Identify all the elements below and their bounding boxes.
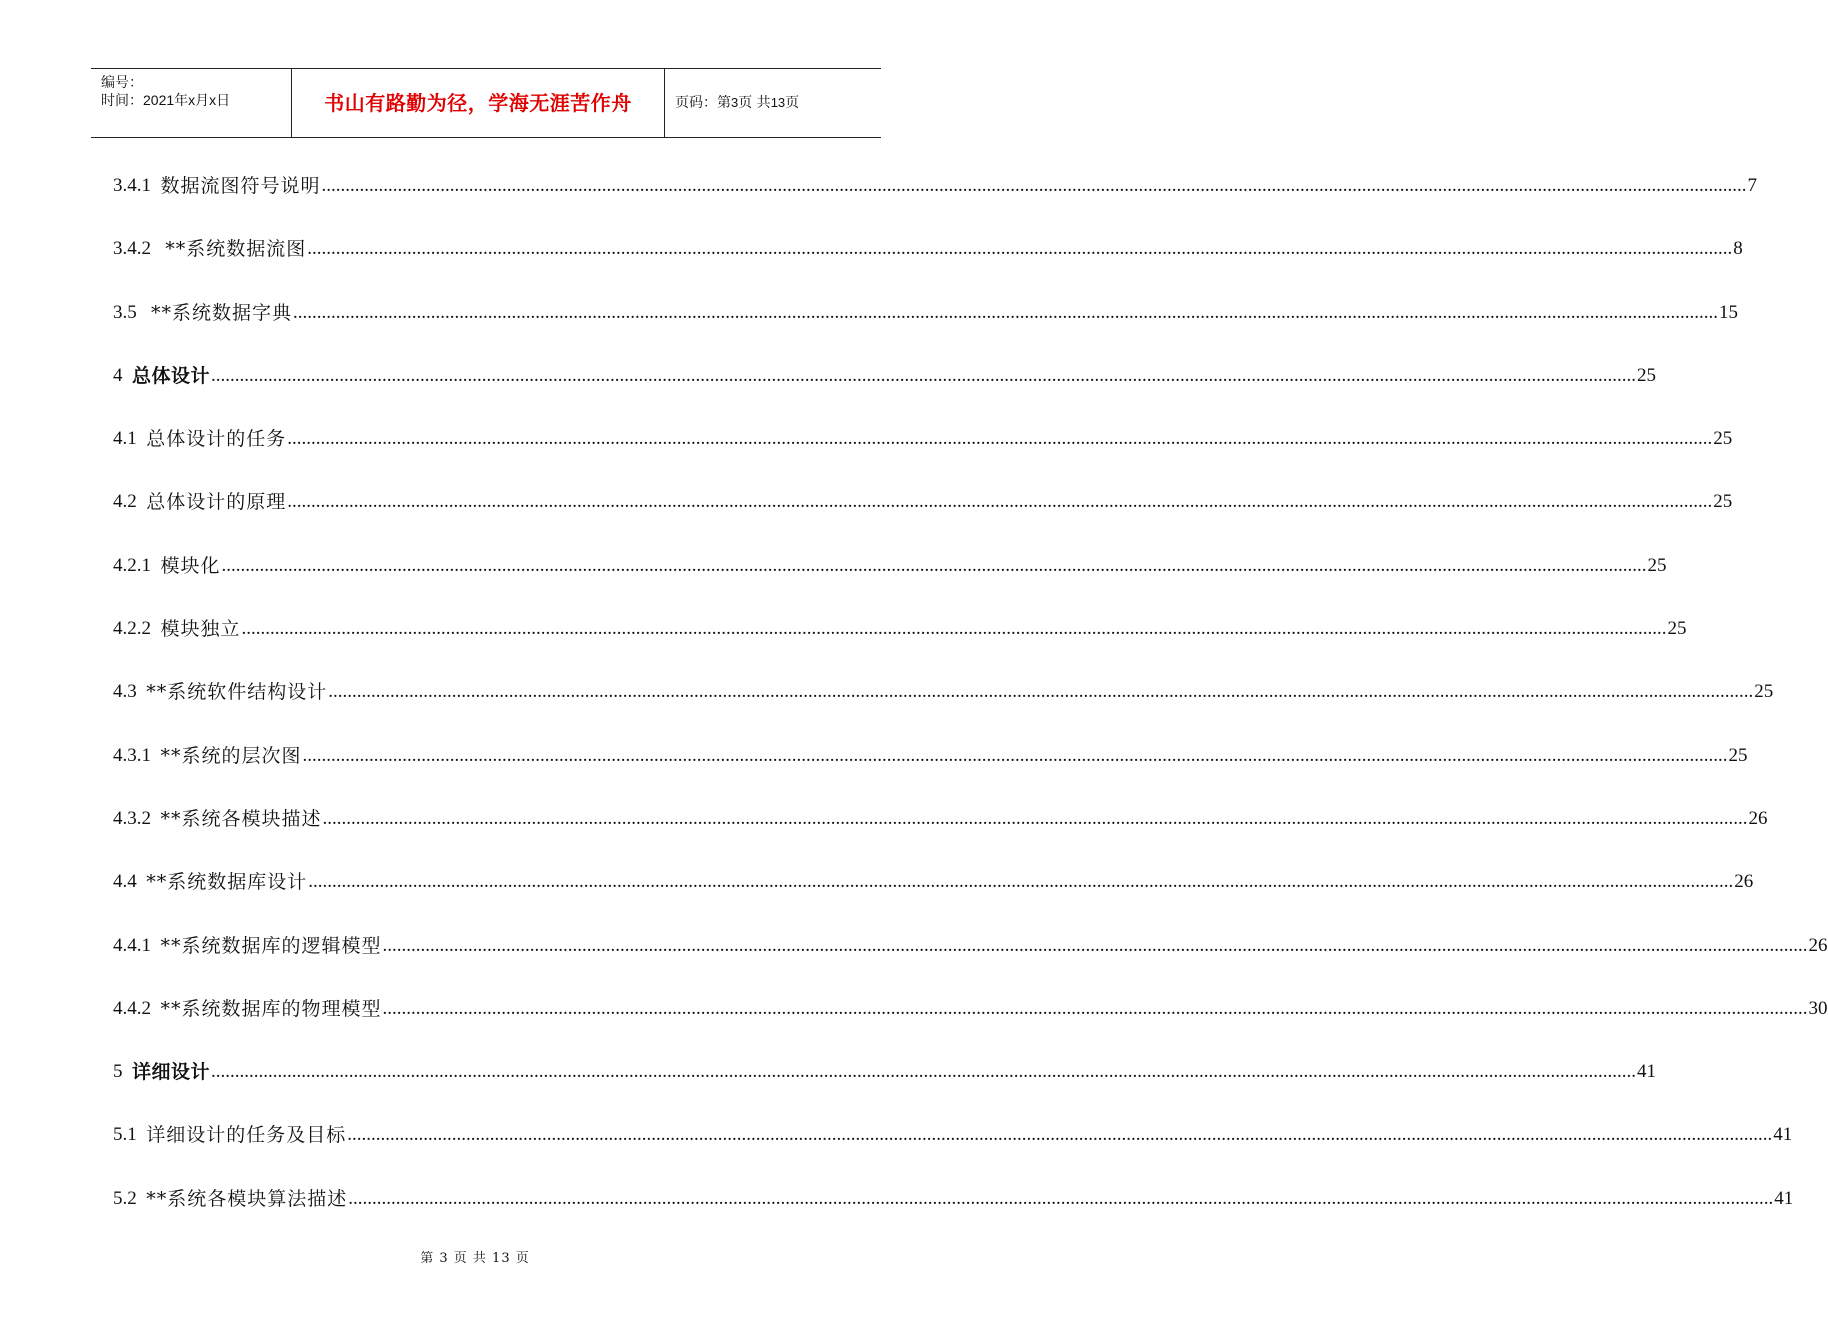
toc-entry[interactable] (113, 1181, 1794, 1244)
toc-entry-title: **系统数据库的逻辑模型 (160, 934, 382, 957)
toc-entry[interactable] (113, 1054, 1657, 1117)
toc-leader-dots: ............................................................................................................................................................................................................................................................................................................ (382, 934, 1808, 956)
toc-entry-number: 5.1 (113, 1124, 147, 1146)
toc-entry[interactable] (113, 168, 1758, 231)
toc-entry[interactable] (113, 548, 1667, 611)
document-time-label: 时间：2021年x月x日 (101, 92, 231, 108)
header-motto: 书山有路勤为径，学海无涯苦作舟 (292, 69, 665, 137)
table-of-contents (113, 168, 1828, 1244)
toc-entry[interactable] (113, 864, 1754, 927)
toc-entry-page: 7 (1747, 175, 1758, 196)
toc-entry-number: 4.4.2 (113, 997, 161, 1019)
toc-entry-number: 4.4.1 (113, 934, 161, 956)
page-prefix: 页码：第 (675, 95, 731, 111)
toc-leader-dots: ............................................................................................................................................................................................................................................................................................................ (287, 491, 1713, 513)
toc-leader-dots: ............................................................................................................................................................................................................................................................................................................ (307, 238, 1733, 260)
toc-entry-title: **系统数据库的物理模型 (160, 997, 382, 1020)
toc-entry-number: 4.3.1 (113, 744, 161, 766)
toc-entry-title: 数据流图符号说明 (160, 175, 321, 197)
toc-entry-number: 5 (113, 1061, 132, 1083)
page-footer: 第 3 页 共 13 页 (420, 1251, 530, 1266)
toc-entry-title: 模块独立 (160, 618, 241, 641)
toc-leader-dots: ............................................................................................................................................................................................................................................................................................................ (287, 428, 1713, 450)
toc-entry-number: 4.3.2 (113, 807, 161, 829)
toc-leader-dots: ............................................................................................................................................................................................................................................................................................................ (211, 1061, 1637, 1083)
toc-entry-number: 3.4.2 (113, 238, 166, 260)
toc-leader-dots: ............................................................................................................................................................................................................................................................................................................ (321, 175, 1747, 196)
toc-entry-number: 3.5 (113, 301, 151, 323)
toc-entry-page: 41 (1774, 1187, 1794, 1209)
toc-leader-dots: ............................................................................................................................................................................................................................................................................................................ (293, 301, 1719, 323)
toc-entry-page: 26 (1748, 807, 1768, 829)
document-number-label: 编号： (101, 74, 143, 90)
toc-entry[interactable] (113, 801, 1768, 864)
toc-entry-page: 25 (1647, 554, 1667, 576)
toc-entry-page: 30 (1808, 997, 1828, 1019)
toc-entry-number: 4.4 (113, 871, 147, 893)
toc-entry-title: **系统的层次图 (160, 744, 302, 767)
toc-entry-number: 4.1 (113, 428, 147, 450)
toc-leader-dots: ............................................................................................................................................................................................................................................................................................................ (328, 681, 1754, 703)
page-current: 3 (731, 95, 739, 110)
toc-entry-number: 3.4.1 (113, 175, 161, 196)
toc-leader-dots: ............................................................................................................................................................................................................................................................................................................ (211, 364, 1637, 386)
toc-entry-number: 4.2.1 (113, 554, 161, 576)
toc-leader-dots: ............................................................................................................................................................................................................................................................................................................ (302, 744, 1728, 766)
toc-entry-number: 5.2 (113, 1187, 147, 1209)
toc-entry-title: 总体设计的原理 (146, 491, 287, 514)
toc-entry-page: 25 (1713, 428, 1733, 450)
toc-leader-dots: ............................................................................................................................................................................................................................................................................................................ (221, 554, 1647, 576)
toc-entry-title: **系统数据字典 (151, 301, 293, 324)
toc-entry-title: **系统各模块算法描述 (146, 1187, 348, 1210)
toc-entry-title: **系统各模块描述 (160, 807, 322, 830)
toc-entry-title: 总体设计 (132, 364, 211, 387)
toc-entry-page: 25 (1667, 618, 1687, 640)
toc-entry[interactable] (113, 991, 1828, 1054)
toc-leader-dots: ............................................................................................................................................................................................................................................................................................................ (348, 1187, 1774, 1209)
toc-entry-number: 4.2 (113, 491, 147, 513)
toc-entry-page: 25 (1713, 491, 1733, 513)
toc-entry-page: 26 (1734, 871, 1754, 893)
toc-entry[interactable] (113, 484, 1733, 547)
page-mid: 页 共 (738, 95, 771, 111)
toc-entry[interactable] (113, 295, 1739, 358)
toc-entry-title: 详细设计的任务及目标 (146, 1124, 347, 1147)
toc-entry-page: 25 (1728, 744, 1748, 766)
toc-entry-page: 25 (1637, 364, 1657, 386)
toc-entry-title: 总体设计的任务 (146, 428, 287, 451)
toc-entry-title: 详细设计 (132, 1061, 211, 1084)
toc-entry[interactable] (113, 928, 1828, 991)
toc-entry[interactable] (113, 1117, 1793, 1180)
page-header (91, 68, 881, 138)
toc-entry-number: 4.3 (113, 681, 147, 703)
header-info-cell (91, 69, 292, 137)
page-suffix: 页 (785, 95, 800, 111)
toc-entry-number: 4.2.2 (113, 618, 161, 640)
toc-entry-page: 8 (1733, 238, 1743, 260)
toc-entry-page: 15 (1719, 301, 1739, 323)
toc-entry[interactable] (113, 674, 1774, 737)
toc-leader-dots: ............................................................................................................................................................................................................................................................................................................ (322, 807, 1748, 829)
toc-entry[interactable] (113, 738, 1748, 801)
toc-leader-dots: ............................................................................................................................................................................................................................................................................................................ (308, 871, 1734, 893)
toc-entry-page: 26 (1808, 934, 1828, 956)
toc-leader-dots: ............................................................................................................................................................................................................................................................................................................ (382, 997, 1808, 1019)
header-page-info (665, 69, 881, 137)
page-total: 13 (770, 95, 786, 110)
toc-entry[interactable] (113, 358, 1657, 421)
toc-leader-dots: ............................................................................................................................................................................................................................................................................................................ (347, 1124, 1773, 1146)
toc-entry-number: 4 (113, 364, 132, 386)
toc-entry-title: 模块化 (160, 554, 221, 577)
toc-entry-page: 25 (1754, 681, 1774, 703)
toc-entry-title: **系统数据库设计 (146, 871, 308, 894)
toc-entry-page: 41 (1637, 1061, 1657, 1083)
toc-entry-page: 41 (1773, 1124, 1793, 1146)
toc-entry[interactable] (113, 611, 1687, 674)
toc-leader-dots: ............................................................................................................................................................................................................................................................................................................ (241, 618, 1667, 640)
toc-entry-title: **系统数据流图 (165, 238, 307, 261)
toc-entry-title: **系统软件结构设计 (146, 681, 328, 704)
toc-entry[interactable] (113, 231, 1743, 294)
toc-entry[interactable] (113, 421, 1733, 484)
